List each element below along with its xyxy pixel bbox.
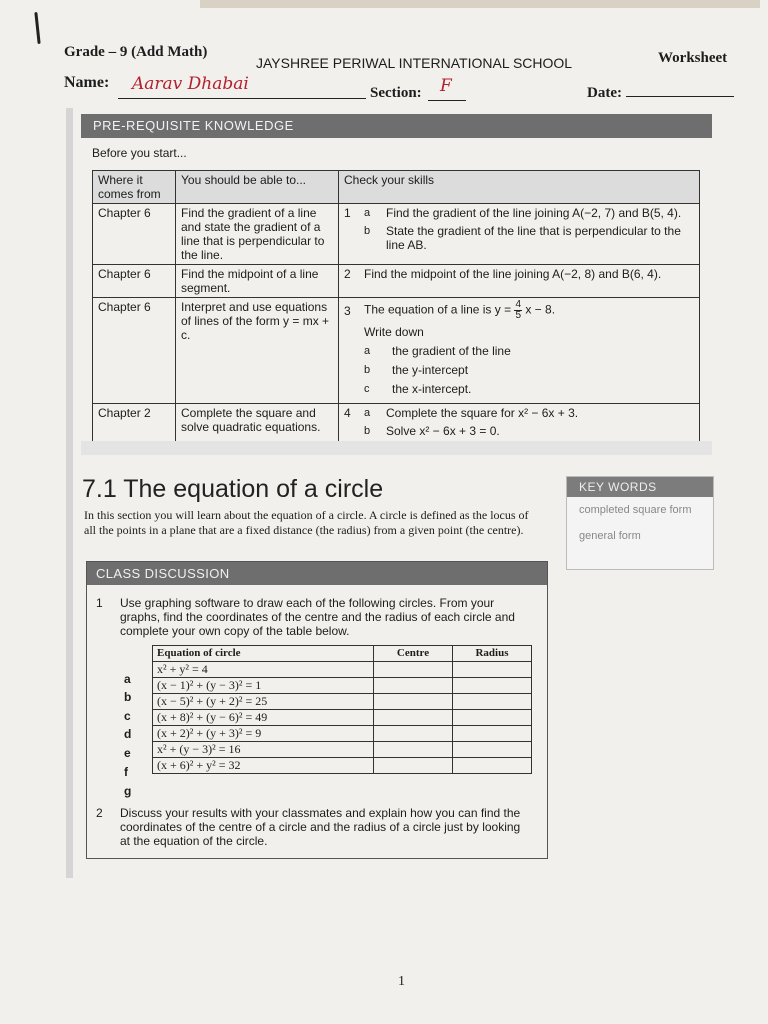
skill-cell: Find the midpoint of a line segment. (176, 265, 339, 298)
row-letter: b (124, 690, 132, 704)
key-word-item: general form (579, 530, 641, 542)
check-item (344, 224, 694, 252)
equation-cell: x² + (y − 3)² = 16 (153, 742, 374, 758)
check-cell (339, 204, 700, 265)
header-cell: Radius (453, 646, 532, 662)
equation-cell: (x + 2)² + (y + 3)² = 9 (153, 726, 374, 742)
centre-cell[interactable] (374, 758, 453, 774)
centre-cell[interactable] (374, 678, 453, 694)
fraction-numerator: 4 (515, 299, 521, 310)
check-cell (339, 298, 700, 404)
key-word-item: completed square form (579, 504, 692, 516)
name-line (118, 98, 366, 99)
prereq-intro: Before you start... (92, 146, 187, 160)
section-title: 7.1 The equation of a circle (82, 475, 384, 503)
radius-cell[interactable] (453, 678, 532, 694)
sub-item (344, 363, 694, 377)
table-row (93, 404, 700, 445)
question-number: 2 (96, 806, 103, 820)
section-value[interactable]: F (440, 76, 452, 96)
check-letter: a (364, 207, 371, 219)
check-item (344, 406, 694, 420)
source-cell: Chapter 6 (93, 298, 176, 404)
class-discussion-title: CLASS DISCUSSION (87, 562, 547, 585)
worksheet-label: Worksheet (658, 50, 728, 66)
centre-cell[interactable] (374, 662, 453, 678)
sub-text: the gradient of the line (392, 344, 511, 358)
key-words-box (566, 476, 714, 570)
equation-cell: (x − 1)² + (y − 3)² = 1 (153, 678, 374, 694)
table-row (153, 710, 532, 726)
row-letter: c (124, 709, 131, 723)
sub-item (344, 382, 694, 396)
check-text: The equation of a line is y = (364, 302, 515, 317)
table-row (153, 742, 532, 758)
fraction (514, 300, 522, 321)
equation-cell: (x − 5)² + (y + 2)² = 25 (153, 694, 374, 710)
school-name: JAYSHREE PERIWAL INTERNATIONAL SCHOOL (256, 55, 573, 71)
name-label: Name: (64, 74, 110, 91)
check-cell (339, 404, 700, 445)
header-cell: You should be able to... (176, 171, 339, 204)
sub-text: the x-intercept. (392, 382, 472, 396)
question-text: Use graphing software to draw each of the following circles. From your graphs, find the coordinates of the centre and the radius of each circle and complete your own copy of the table below. (120, 596, 515, 638)
source-cell: Chapter 2 (93, 404, 176, 445)
sub-text: the y-intercept (392, 363, 469, 377)
prereq-header-row (93, 171, 700, 204)
left-margin-bar (66, 108, 73, 878)
radius-cell[interactable] (453, 726, 532, 742)
key-words-title: KEY WORDS (567, 477, 713, 497)
section-label: Section: (370, 85, 422, 101)
circle-table (152, 645, 532, 774)
radius-cell[interactable] (453, 694, 532, 710)
table-row (93, 204, 700, 265)
equation-cell: (x + 6)² + y² = 32 (153, 758, 374, 774)
radius-cell[interactable] (453, 710, 532, 726)
section-line (428, 100, 466, 101)
header-cell: Check your skills (339, 171, 700, 204)
circle-table-header (153, 646, 532, 662)
prereq-table (92, 170, 700, 445)
sub-letter: b (364, 364, 371, 376)
sub-item (344, 344, 694, 358)
check-text: State the gradient of the line that is perpendicular to the line AB. (386, 224, 681, 252)
write-down: Write down (364, 325, 424, 339)
check-item (344, 267, 694, 281)
grade-label: Grade – 9 (Add Math) (64, 44, 208, 60)
equation-cell: x² + y² = 4 (153, 662, 374, 678)
check-text: Find the midpoint of the line joining A(−2, 8) and B(6, 4). (364, 267, 662, 281)
header-cell: Equation of circle (153, 646, 374, 662)
header-cell: Centre (374, 646, 453, 662)
table-row (93, 298, 700, 404)
table-row (153, 678, 532, 694)
check-letter: a (364, 407, 371, 419)
centre-cell[interactable] (374, 726, 453, 742)
check-letter: b (364, 225, 371, 237)
date-line[interactable] (626, 96, 734, 97)
check-num: 2 (344, 267, 351, 281)
source-cell: Chapter 6 (93, 265, 176, 298)
row-letter: d (124, 727, 132, 741)
table-row (153, 662, 532, 678)
page-number: 1 (398, 974, 405, 989)
question-2 (96, 806, 536, 852)
top-edge-strip (200, 0, 760, 8)
check-text: Solve x² − 6x + 3 = 0. (386, 424, 500, 438)
check-item (344, 206, 694, 220)
question-text: Discuss your results with your classmates and explain how you can find the coordinates of the centre of a circle and the radius of a circle just by looking at the equation of the circle. (120, 806, 521, 848)
centre-cell[interactable] (374, 742, 453, 758)
radius-cell[interactable] (453, 758, 532, 774)
name-value[interactable]: Aarav Dhabai (132, 74, 249, 94)
date-label: Date: (587, 85, 622, 101)
check-num: 1 (344, 206, 351, 220)
question-1 (96, 596, 536, 642)
centre-cell[interactable] (374, 694, 453, 710)
skill-cell: Find the gradient of a line and state the gradient of a line that is perpendicular to the line. (176, 204, 339, 265)
check-text: x − 8. (525, 302, 556, 317)
fraction-denominator: 5 (515, 310, 521, 321)
check-letter: b (364, 425, 371, 437)
row-letter: g (124, 784, 132, 798)
table-row (153, 694, 532, 710)
prereq-footer-band (81, 441, 712, 455)
row-letter: f (124, 765, 128, 779)
centre-cell[interactable] (374, 710, 453, 726)
check-num: 4 (344, 406, 351, 420)
question-number: 1 (96, 596, 103, 610)
sub-letter: c (364, 383, 370, 395)
check-text: Complete the square for x² − 6x + 3. (386, 406, 579, 420)
skill-cell: Complete the square and solve quadratic equations. (176, 404, 339, 445)
check-item (344, 300, 694, 321)
prereq-title: PRE-REQUISITE KNOWLEDGE (81, 114, 712, 138)
row-letter: a (124, 672, 131, 686)
check-cell (339, 265, 700, 298)
radius-cell[interactable] (453, 742, 532, 758)
table-row (153, 758, 532, 774)
skill-cell: Interpret and use equations of lines of the form y = mx + c. (176, 298, 339, 404)
check-item (344, 424, 694, 438)
source-cell: Chapter 6 (93, 204, 176, 265)
radius-cell[interactable] (453, 662, 532, 678)
sub-letter: a (364, 345, 371, 357)
table-row (153, 726, 532, 742)
check-text: Find the gradient of the line joining A(−2, 7) and B(5, 4). (386, 206, 682, 220)
pen-mark (34, 12, 40, 44)
row-letter: e (124, 746, 131, 760)
check-num: 3 (344, 303, 351, 318)
header-cell: Where it comes from (93, 171, 176, 204)
equation-cell: (x + 8)² + (y − 6)² = 49 (153, 710, 374, 726)
section-intro: In this section you will learn about the equation of a circle. A circle is defined as the locus of all the points in a plane that are a fixed distance (the radius) from a given point (the centre). (84, 508, 529, 537)
table-row (93, 265, 700, 298)
